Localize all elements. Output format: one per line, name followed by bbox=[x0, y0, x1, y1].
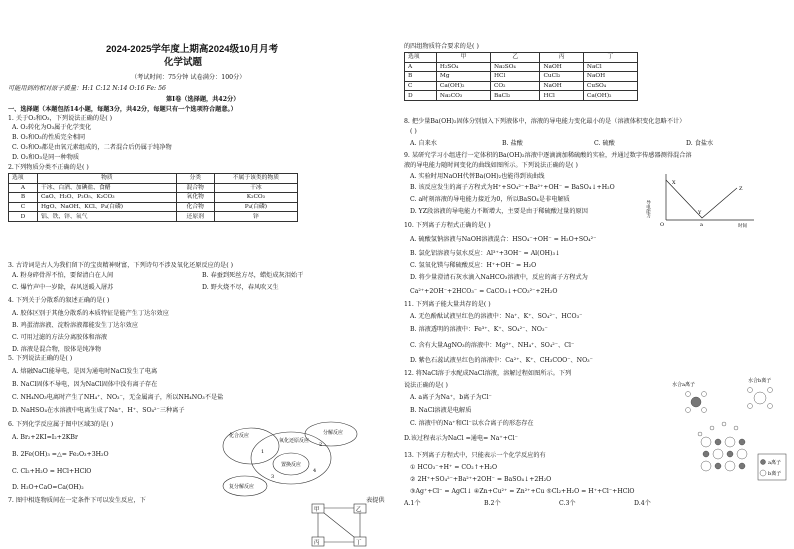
table-cell: 铝、铁、锌、氧气 bbox=[37, 212, 176, 222]
q8-option-b: B. 盐酸 bbox=[502, 140, 523, 147]
question-2: 2.下列物质分类不正确的是( ) bbox=[8, 164, 89, 171]
hydrated-a-ion bbox=[686, 392, 707, 413]
question-11: 11. 下列离子能大量共存的是( ) bbox=[404, 301, 491, 308]
venn-label-redox: 氧化还原反应 bbox=[279, 438, 310, 444]
venn-number-4: 4 bbox=[313, 468, 317, 474]
right-column bbox=[404, 0, 789, 549]
question-12-line2: 说法正确的是( ) bbox=[404, 382, 448, 389]
q7-th-ding: 丁 bbox=[583, 53, 637, 63]
q11-option-d: D. 紫色石蕊试液呈红色的溶液中：Ca²⁺、K⁺、CH₃COO⁻、NO₃⁻ bbox=[410, 357, 593, 364]
q3-option-c: C. 爆竹声中一岁除，春风送暖入屠苏 bbox=[12, 284, 114, 291]
q2-table-header bbox=[9, 174, 298, 184]
question-8-paren: ( ) bbox=[410, 128, 417, 135]
question-4: 4. 下列关于分散系的叙述正确的是( ) bbox=[8, 297, 110, 304]
table-cell: Na₂CO₃ bbox=[436, 91, 490, 101]
table-cell: 锌 bbox=[214, 212, 297, 222]
ionic-lattice bbox=[698, 422, 747, 471]
graph-curve bbox=[666, 180, 737, 218]
table-cell: Ca(OH)₂ bbox=[436, 81, 490, 91]
q2-th-exception: 不属于该类的物质 bbox=[214, 174, 297, 184]
legend-b-ion-icon bbox=[760, 470, 766, 476]
question-7: 7. 图中相连物质间在一定条件下可以发生反应，下 bbox=[8, 497, 146, 504]
question-7-tail: 表提供 bbox=[366, 497, 385, 504]
hydration-diagram bbox=[666, 372, 788, 490]
table-cell: B bbox=[9, 193, 38, 203]
graph-point-a: a bbox=[700, 222, 703, 228]
table-cell: 还原剂 bbox=[176, 212, 214, 222]
table-cell: HgO、NaOH、KCl、P₄(白磷) bbox=[37, 202, 176, 212]
q7-continued: 的四组物质符合要求的是( ) bbox=[404, 43, 479, 50]
graph-y-label: 导电能力 bbox=[645, 200, 651, 218]
q12-option-d: D.该过程表示为NaCl =通电= Na⁺+Cl⁻ bbox=[404, 435, 518, 442]
table-cell: D bbox=[9, 212, 38, 222]
venn-label-combination: 化合反应 bbox=[229, 433, 250, 439]
section-one-heading: 一、选择题（本题包括14小题，每题3分，共42分，每题只有一个选项符合题意。） bbox=[8, 106, 237, 113]
table-cell: CuSO₄ bbox=[583, 81, 637, 91]
table-cell: Mg bbox=[436, 72, 490, 82]
q6-option-a: A. Br₂+2KI=I₂+2KBr bbox=[12, 434, 78, 441]
table-row bbox=[9, 212, 298, 222]
table-row bbox=[405, 81, 638, 91]
question-10: 10. 下列离子方程式正确的是( ) bbox=[404, 222, 491, 229]
q13-equation-2: ② 2H⁺+SO₄²⁻+Ba²⁺+2OH⁻ = BaSO₄↓+2H₂O bbox=[410, 476, 552, 483]
q12-option-a: A. a离子为Na⁺，b离子为Cl⁻ bbox=[410, 394, 492, 401]
q13-option-c: C.3个 bbox=[559, 500, 576, 507]
table-cell: C bbox=[405, 81, 437, 91]
q13-equation-3-5: ③Ag⁺+Cl⁻ = AgCl↓ ④Zn+Cu²⁺ = Zn²⁺+Cu ⑤Cl₂+H₂O = H⁺+Cl⁻+HClO bbox=[410, 488, 635, 495]
table-cell: 干冰、白酒、加碘盐、食醋 bbox=[37, 183, 176, 193]
table-cell: P₄(白磷) bbox=[214, 202, 297, 212]
q4-option-d: D. 溶液是混合物，胶体是纯净物 bbox=[12, 346, 102, 353]
table-cell: 混合物 bbox=[176, 183, 214, 193]
table-cell: BaCl₂ bbox=[490, 91, 540, 101]
exam-subtitle: 化学试题 bbox=[164, 57, 203, 68]
q1-option-d: D. O₂和O₃是同一种物质 bbox=[12, 154, 80, 161]
q7-th-option: 选项 bbox=[405, 53, 437, 63]
table-row bbox=[405, 72, 638, 82]
question-6: 6. 下列化学反应属于图中区域3的是( ) bbox=[8, 421, 114, 428]
exam-title: 2024-2025学年度上期高2024级10月月考 bbox=[106, 44, 279, 55]
legend-a-ion-icon bbox=[761, 460, 766, 465]
graph-point-x: X bbox=[672, 180, 676, 186]
question-5: 5. 下列说法正确的是( ) bbox=[8, 355, 73, 362]
q7-table bbox=[404, 52, 638, 101]
venn-number-2: 2 bbox=[319, 442, 323, 448]
q3-option-d: D. 野火烧不尽，春风吹又生 bbox=[202, 284, 279, 291]
graph-x-label: 时间 bbox=[738, 224, 747, 228]
q8-option-a: A. 自来水 bbox=[410, 140, 437, 147]
q9-option-c: C. a时刻溶液的导电能力接近为0，所以BaSO₄是非电解质 bbox=[410, 196, 570, 203]
q5-option-b: B. NaCl固体不导电，因为NaCl固体中没有离子存在 bbox=[12, 381, 158, 388]
q2-th-class: 分类 bbox=[176, 174, 214, 184]
table-cell: C bbox=[9, 202, 38, 212]
question-12: 12. 将NaCl溶于水配成NaCl溶液，溶解过程如图所示。下列 bbox=[404, 370, 572, 377]
q6-option-b: B. 2Fe(OH)₃ =△= Fe₂O₃+3H₂O bbox=[12, 451, 109, 458]
q10-option-d-equation: Ca²⁺+2OH⁻+2HCO₃⁻ = CaCO₃↓+CO₃²⁻+2H₂O bbox=[410, 288, 558, 295]
q3-option-b: B. 春蚕到死丝方尽，蜡炬成灰泪始干 bbox=[202, 272, 304, 279]
q2-table bbox=[8, 173, 298, 222]
q13-option-b: B.2个 bbox=[484, 500, 501, 507]
table-cell: A bbox=[9, 183, 38, 193]
q4-option-c: C. 可用过滤的方法分离胶体和溶液 bbox=[12, 334, 108, 341]
table-cell: CaO、H₂O、P₂O₅、K₂CO₃ bbox=[37, 193, 176, 203]
q10-option-c: C. 氢氧化镁与稀硫酸反应：H⁺+OH⁻ = H₂O bbox=[410, 262, 537, 269]
atomic-mass-note: 可能用到的相对原子质量：H:1 C:12 N:14 O:16 Fe: 56 bbox=[8, 85, 166, 92]
q5-option-a: A. 熔融NaCl能导电，是因为通电时NaCl发生了电离 bbox=[12, 368, 158, 375]
conductivity-graph bbox=[642, 170, 758, 228]
q10-option-b: B. 氯化铝溶液与氨水反应：Al³⁺+3OH⁻ = Al(OH)₃↓ bbox=[410, 250, 561, 257]
venn-label-decomposition: 分解反应 bbox=[323, 430, 344, 436]
q12-option-c: C. 溶液中的Na⁺和Cl⁻以水合离子的形态存在 bbox=[410, 420, 534, 427]
table-row bbox=[9, 193, 298, 203]
graph-origin: O bbox=[660, 222, 665, 228]
graph-point-y: Y bbox=[698, 210, 702, 216]
table-cell: 干冰 bbox=[214, 183, 297, 193]
q13-option-d: D.4个 bbox=[634, 500, 651, 507]
table-cell: Na₂SO₄ bbox=[490, 62, 540, 72]
legend-a-ion-label: a离子 bbox=[768, 460, 781, 466]
q12-option-b: B. NaCl溶液是电解质 bbox=[410, 407, 472, 414]
q6-option-c: C. Cl₂+H₂O = HCl+HClO bbox=[12, 468, 92, 475]
q7-th-bing: 丙 bbox=[540, 53, 583, 63]
q4-option-b: B. 鸡蛋清溶液、淀粉溶液都能发生丁达尔效应 bbox=[12, 322, 139, 329]
square-label-jia: 甲 bbox=[314, 507, 320, 513]
venn-label-double-decomposition: 复分解反应 bbox=[229, 484, 255, 490]
q10-option-d: D. 将少量澄清石灰水滴入NaHCO₃溶液中，反应的离子方程式为 bbox=[410, 274, 588, 281]
question-8: 8. 把少量Ba(OH)₂固体分别加入下列液体中，溶液的导电能力变化最小的是（溶液体积变化忽略不计） bbox=[404, 118, 686, 125]
q7-th-yi: 乙 bbox=[490, 53, 540, 63]
table-cell: NaCl bbox=[583, 62, 637, 72]
q2-th-option: 选项 bbox=[9, 174, 38, 184]
q8-option-c: C. 硫酸 bbox=[594, 140, 615, 147]
venn-label-displacement: 置换反应 bbox=[281, 462, 302, 468]
q9-option-d: D. YZ段溶液的导电能力不断增大，主要是由于稀硫酸过量的原因 bbox=[410, 208, 588, 215]
q13-option-a: A.1个 bbox=[404, 500, 421, 507]
table-cell: 氧化物 bbox=[176, 193, 214, 203]
table-cell: CO₂ bbox=[490, 81, 540, 91]
table-row bbox=[405, 62, 638, 72]
graph-point-z: Z bbox=[739, 186, 743, 192]
exam-meta: （考试时间：75分钟 试卷满分：100分） bbox=[131, 74, 246, 81]
q11-option-b: B. 溶液透明的溶液中：Fe³⁺、K⁺、SO₄²⁻、NO₃⁻ bbox=[410, 326, 548, 333]
square-label-ding: 丁 bbox=[356, 540, 362, 546]
table-cell: K₂CO₃ bbox=[214, 193, 297, 203]
table-row bbox=[9, 202, 298, 212]
question-9-line2: 液的导电能力随时间变化的曲线如图所示。下列说法正确的是( ) bbox=[404, 162, 578, 169]
q11-option-c: C. 含有大量AgNO₃的溶液中：Mg²⁺、NH₄⁺、SO₄²⁻、Cl⁻ bbox=[410, 342, 575, 349]
table-row bbox=[9, 183, 298, 193]
q7-table-header bbox=[405, 53, 638, 63]
q1-option-b: B. O₂和O₃的性质完全相同 bbox=[12, 134, 86, 141]
question-1: 1. 关于O₂和O₃，下列说法正确的是( ) bbox=[8, 115, 113, 122]
q6-option-d: D. H₂O+CaO=Ca(OH)₂ bbox=[12, 484, 84, 491]
q9-option-a: A. 实验时用NaOH代替Ba(OH)₂也能得到该曲线 bbox=[410, 173, 545, 180]
q5-option-d: D. NaHSO₄在水溶液中电离生成了Na⁺、H⁺、SO₄²⁻三种离子 bbox=[12, 407, 185, 414]
table-cell: NaOH bbox=[540, 81, 583, 91]
q9-option-b: B. 该反应发生的离子方程式为H⁺+SO₄²⁻+Ba²⁺+OH⁻ = BaSO₄↓+H₂O bbox=[410, 184, 615, 191]
table-cell: D bbox=[405, 91, 437, 101]
q11-option-a: A. 无色酚酞试液呈红色的溶液中：Na⁺、K⁺、SO₄²⁻、HCO₃⁻ bbox=[410, 313, 583, 320]
question-9: 9. 某研究学习小组进行一定体积的Ba(OH)₂溶液中逐滴滴加稀硫酸的实验，并通过数字传感器测得混合溶 bbox=[404, 152, 692, 159]
q2-th-substance: 物质 bbox=[37, 174, 176, 184]
table-cell: Ca(OH)₂ bbox=[583, 91, 637, 101]
q4-option-a: A. 胶体区别于其他分散系的本质特征是能产生丁达尔效应 bbox=[12, 310, 169, 317]
substance-square-diagram bbox=[310, 502, 368, 548]
q10-option-a: A. 硫酸氢钠溶液与NaOH溶液混合：HSO₄⁻+OH⁻ = H₂O+SO₄²⁻ bbox=[410, 236, 597, 243]
table-cell: 化合物 bbox=[176, 202, 214, 212]
hydration-label-a: 水合a离子 bbox=[672, 382, 695, 388]
table-cell: A bbox=[405, 62, 437, 72]
table-cell: HCl bbox=[490, 72, 540, 82]
venn-number-1: 1 bbox=[261, 449, 265, 455]
q1-option-a: A. O₂转化为O₃属于化学变化 bbox=[12, 124, 92, 131]
table-row bbox=[405, 91, 638, 101]
table-cell: H₂SO₄ bbox=[436, 62, 490, 72]
table-cell: HCl bbox=[540, 91, 583, 101]
reaction-venn-diagram bbox=[221, 420, 361, 498]
square-label-yi: 乙 bbox=[356, 507, 362, 513]
table-cell: B bbox=[405, 72, 437, 82]
table-cell: NaOH bbox=[540, 62, 583, 72]
q8-option-d: D. 食盐水 bbox=[686, 140, 714, 147]
part-one-heading: 第Ⅰ卷（选择题，共42分） bbox=[166, 96, 240, 103]
question-3: 3. 古诗词是古人为我们留下的宝贵精神财富，下列诗句不涉及氧化还原反应的是( ) bbox=[8, 262, 234, 269]
table-cell: NaOH bbox=[583, 72, 637, 82]
question-13: 13. 下列离子方程式中，只能表示一个化学反应的有 bbox=[404, 452, 546, 459]
hydration-label-b: 水合b离子 bbox=[748, 378, 772, 384]
venn-number-3: 3 bbox=[271, 474, 275, 480]
hydrated-b-ion bbox=[748, 388, 773, 409]
q5-option-c: C. NH₄NO₃电离时产生了NH₄⁺、NO₃⁻，无金属离子，所以NH₄NO₃不是盐 bbox=[12, 394, 224, 401]
q7-th-jia: 甲 bbox=[436, 53, 490, 63]
square-label-bing: 丙 bbox=[314, 540, 320, 546]
q13-equation-1: ① HCO₃⁻+H⁺ = CO₂↑+H₂O bbox=[410, 464, 498, 471]
table-cell: CuCl₂ bbox=[540, 72, 583, 82]
q3-option-a: A. 粉身碎骨浑不怕，要留清白在人间 bbox=[12, 272, 114, 279]
left-column bbox=[6, 0, 391, 549]
legend-b-ion-label: b离子 bbox=[768, 471, 782, 477]
q1-option-c: C. O₂和O₃都是由氧元素组成的，二者混合后仍属于纯净物 bbox=[12, 144, 172, 151]
